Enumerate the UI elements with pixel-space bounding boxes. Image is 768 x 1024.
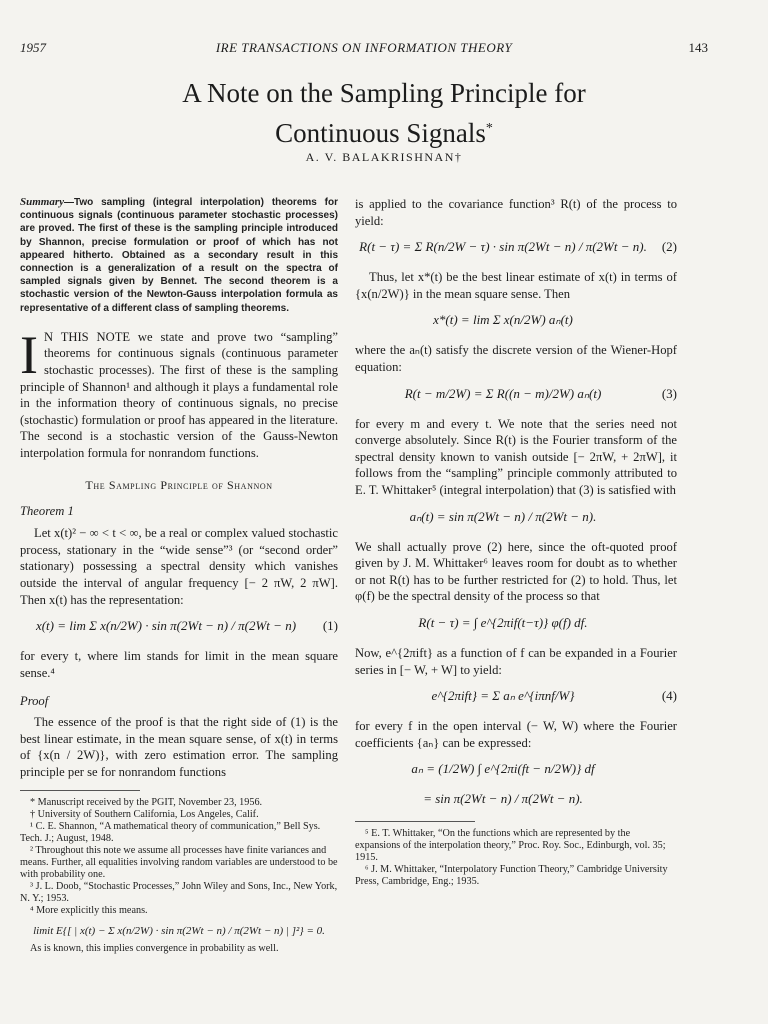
- header-journal: IRE TRANSACTIONS ON INFORMATION THEORY: [215, 40, 513, 55]
- header-year: 1957: [20, 40, 46, 55]
- equation-3: [355, 376, 677, 416]
- equation-R: [355, 605, 677, 645]
- author-name: A. V. BALAKRISHNAN†: [305, 150, 463, 164]
- theorem-label: Theorem 1: [20, 503, 74, 518]
- proof-label: Proof: [20, 694, 49, 709]
- left-column: [20, 196, 338, 955]
- paragraph: where the aₙ(t) satisfy the discrete version of the Wiener-Hopf equation:: [355, 343, 677, 374]
- equation-1-number: (1): [322, 618, 338, 634]
- footnotes-right: [355, 828, 677, 888]
- right-body: [355, 196, 677, 811]
- paragraph: We shall actually prove (2) here, since the oft-quoted proof given by J. M. Whittaker⁶ leaves room for doubt as to whether or not R(t) has to be further restricted for (2) to hold. Thus, let φ(f) be the spectral density of the process so that: [355, 539, 677, 604]
- equation-1: [20, 608, 338, 648]
- footnote: ² Throughout this note we assume all processes have finite variances and means. Further, all equalities involving random variables are understood to be with probability one.: [20, 845, 338, 881]
- limit-equation: limit E{[ | x(t) − Σ x(n/2W) · sin π(2Wt − n) / π(2Wt − n) | ]²} = 0.: [33, 925, 325, 938]
- right-column: [355, 196, 677, 888]
- footnote: ⁵ E. T. Whittaker, “On the functions which are represented by the expansions of the interpolation theory,” Proc. Roy. Soc., Edinburgh, vol. 35; 1915.: [355, 828, 666, 864]
- equation-an-formula: aₙ(t) = sin π(2Wt − n) / π(2Wt − n).: [409, 508, 597, 524]
- equation-3-formula: R(t − m/2W) = Σ R((n − m)/2W) aₙ(t): [404, 385, 602, 401]
- paragraph: for every f in the open interval (− W, W) where the Fourier coefficients {aₙ} can be expressed:: [355, 719, 677, 750]
- footnote: ⁴ More explicitly this means.: [30, 905, 148, 917]
- theorem-block: [20, 503, 338, 781]
- footnote-rule: [20, 790, 140, 791]
- equation-xstar-formula: x*(t) = lim Σ x(n/2W) aₙ(t): [433, 312, 573, 328]
- equation-coef-1: [355, 751, 677, 781]
- equation-coef-2: [355, 781, 677, 811]
- footnote: † University of Southern California, Los Angeles, Calif.: [30, 809, 259, 821]
- after-equation-1: for every t, where lim stands for limit in the mean square sense.⁴: [20, 649, 338, 680]
- summary: [20, 196, 338, 315]
- paragraph: Thus, let x*(t) be the best linear estimate of x(t) in terms of {x(n/2W)} in the mean square sense. Then: [355, 270, 677, 301]
- title-line-1: A Note on the Sampling Principle for: [182, 78, 586, 108]
- equation-4-number: (4): [661, 688, 677, 704]
- summary-text: —Two sampling (integral interpolation) theorems for continuous signals (continuous parameter stochastic processes) are proved. The first of these is the sampling principle introduced by Shannon, precise formulation or proof of which has not appeared hitherto. Obtained as a secondary result in this connection is a generalization of a result on the spectra of sampled signals given by Bennet. The second theorem is a stochastic version of the Newton-Gauss interpolation formula as representative of a different class of sampling theorems.: [20, 197, 338, 314]
- footnotes-left: [20, 797, 338, 955]
- equation-2-number: (2): [661, 239, 677, 255]
- equation-3-number: (3): [661, 385, 677, 401]
- equation-an: [355, 499, 677, 539]
- title-line-2: Continuous Signals: [275, 118, 486, 148]
- paragraph: for every m and every t. We note that the series need not converge absolutely. Since R(t) is the Fourier transform of the spectral density known to vanish outside [− 2πW, + 2πW], it follows from the “sampling” principle commonly attributed to E. T. Whittaker⁵ (integral interpolation) that (3) is satisfied with: [355, 416, 677, 497]
- footnote: * Manuscript received by the PGIT, November 23, 1956.: [30, 797, 263, 809]
- title-footnote-mark: *: [485, 121, 493, 136]
- equation-coef-1-formula: aₙ = (1/2W) ∫ e^{2πi(ft − n/2W)} df: [411, 761, 595, 777]
- footnote: ³ J. L. Doob, “Stochastic Processes,” John Wiley and Sons, Inc., New York, N. Y.; 1953.: [20, 881, 338, 905]
- equation-xstar: [355, 302, 677, 342]
- header-page-number: 143: [688, 40, 708, 55]
- equation-2: [355, 229, 677, 269]
- footnote: ⁶ J. M. Whittaker, “Interpolatory Function Theory,” Cambridge University Press, Cambridge, Eng.; 1935.: [355, 864, 668, 888]
- footnote: ¹ C. E. Shannon, “A mathematical theory of communication,” Bell Sys. Tech. J.; August, 1948.: [20, 821, 321, 845]
- intro-paragraph: [20, 324, 338, 462]
- theorem-text: Let x(t)² − ∞ < t < ∞, be a real or complex valued stochastic process, stationary in the “wide sense”³ (or “second order” stationary) possessing a spectral density which vanishes outside the interval of angular frequency [− 2 πW, 2 πW]. Then x(t) has the representation:: [20, 526, 338, 607]
- footnote-rule: [355, 821, 475, 822]
- equation-1-formula: x(t) = lim Σ x(n/2W) · sin π(2Wt − n) / π(2Wt − n): [35, 618, 297, 634]
- intro-text: N THIS NOTE we state and prove two “sampling” theorems for continuous signals (continuous parameter stochastic processes). The first of these is the sampling principle of Shannon¹ and although it plays a fundamental role in the information theory of continuous signals, no precise (stochastic) formulation or proof has appeared in the literature. The second is a stochastic version of the Gauss-Newton interpolation formula for nonrandom functions.: [20, 329, 338, 460]
- section-heading: The Sampling Principle of Shannon: [85, 477, 273, 492]
- equation-4: [355, 678, 677, 718]
- paragraph: Now, e^{2πift} as a function of f can be expanded in a Fourier series in [− W, + W] to yield:: [355, 645, 677, 677]
- paragraph: is applied to the covariance function³ R(t) of the process to yield:: [355, 197, 677, 228]
- proof-text: The essence of the proof is that the right side of (1) is the best linear estimate, in the mean square sense, of x(t) in terms of {x(n / 2W)}, with zero estimation error. The sampling principle per se for nonrandom functions: [20, 714, 338, 779]
- drop-cap: I: [20, 324, 38, 385]
- paper-title: [0, 75, 768, 151]
- equation-coef-2-formula: = sin π(2Wt − n) / π(2Wt − n).: [423, 791, 583, 807]
- summary-label: Summary: [20, 196, 65, 208]
- limit-note: As is known, this implies convergence in probability as well.: [30, 943, 279, 955]
- running-header: [20, 40, 708, 60]
- equation-2-formula: R(t − τ) = Σ R(n/2W − τ) · sin π(2Wt − n) / π(2Wt − n).: [359, 239, 647, 255]
- equation-R-formula: R(t − τ) = ∫ e^{2πif(t−τ)} φ(f) df.: [418, 614, 588, 630]
- equation-4-formula: e^{2πift} = Σ aₙ e^{iπnf/W}: [431, 688, 575, 704]
